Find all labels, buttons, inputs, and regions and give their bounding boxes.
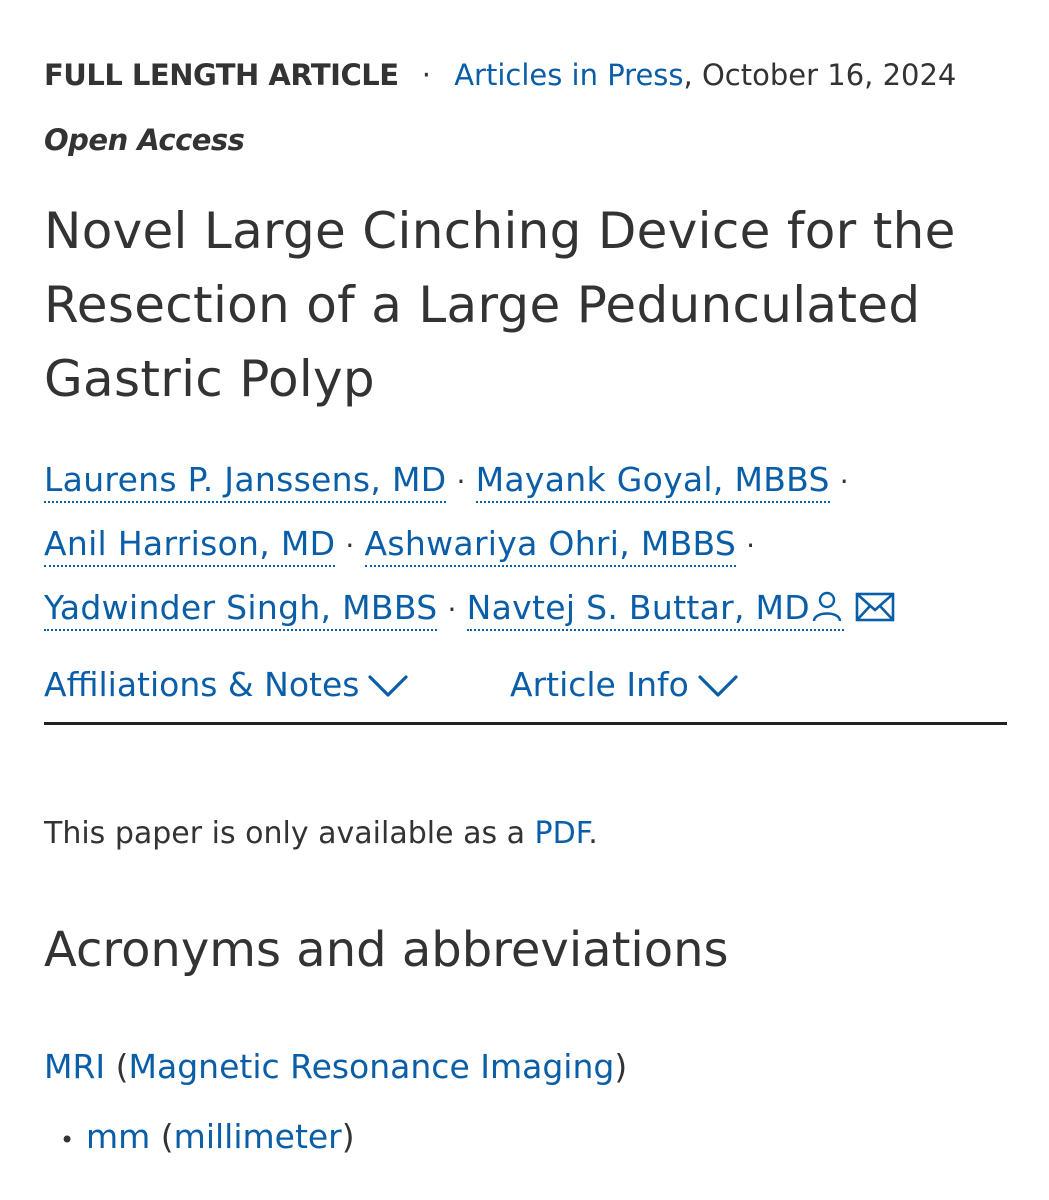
article-tabs (44, 660, 1007, 710)
author-line (44, 512, 1007, 576)
author-name: Navtej S. Buttar, MD (466, 588, 811, 627)
author-separator: · (746, 529, 756, 562)
bullet: • (60, 1126, 75, 1154)
author-list (44, 448, 1007, 640)
author-separator: · (456, 465, 466, 498)
acronym-term-link[interactable]: mm (86, 1117, 151, 1156)
acronym-definition-link[interactable]: Magnetic Resonance Imaging (128, 1047, 615, 1086)
article-meta (44, 55, 956, 95)
availability-text: This paper is only available as a (44, 816, 535, 851)
affiliations-toggle[interactable] (44, 660, 409, 710)
pdf-link[interactable]: PDF (534, 816, 589, 851)
publication-date: , October 16, 2024 (683, 58, 957, 92)
paren-open: ( (105, 1047, 129, 1086)
chevron-down-icon (697, 673, 739, 699)
acronym-item (44, 1042, 627, 1092)
availability-suffix: . (588, 816, 598, 851)
author-line (44, 576, 1007, 640)
availability-note (44, 812, 598, 856)
acronym-item (60, 1112, 355, 1165)
article-info-toggle[interactable] (510, 660, 739, 710)
author-line (44, 448, 1007, 512)
author-link[interactable]: Anil Harrison, MD (44, 524, 335, 567)
author-link[interactable]: Ashwariya Ohri, MBBS (365, 524, 737, 567)
article-type: FULL LENGTH ARTICLE (44, 58, 399, 92)
paren-open: ( (150, 1117, 174, 1156)
corresponding-author-link[interactable] (467, 588, 844, 631)
author-separator: · (447, 593, 457, 626)
article-info-label: Article Info (510, 665, 689, 704)
article-title: Novel Large Cinching Device for the Resection of a Large Pedunculated Gastric Polyp (44, 202, 956, 408)
paren-close: ) (614, 1047, 628, 1086)
acronym-definition-link[interactable]: millimeter (173, 1117, 342, 1156)
chevron-down-icon (367, 673, 409, 699)
author-link[interactable]: Laurens P. Janssens, MD (44, 460, 446, 503)
acronym-term-link[interactable]: MRI (44, 1047, 106, 1086)
articles-in-press-link[interactable]: Articles in Press (454, 58, 684, 92)
author-link[interactable]: Mayank Goyal, MBBS (476, 460, 830, 503)
envelope-icon[interactable] (855, 591, 895, 623)
header-divider (44, 722, 1007, 725)
meta-separator: · (421, 58, 431, 92)
open-access-label: Open Access (44, 123, 245, 157)
paren-close: ) (341, 1117, 355, 1156)
author-separator: · (839, 465, 849, 498)
author-separator: · (345, 529, 355, 562)
author-link[interactable]: Yadwinder Singh, MBBS (44, 588, 437, 631)
affiliations-label: Affiliations & Notes (44, 665, 360, 704)
acronyms-heading: Acronyms and abbreviations (44, 922, 729, 978)
person-icon (810, 589, 844, 623)
